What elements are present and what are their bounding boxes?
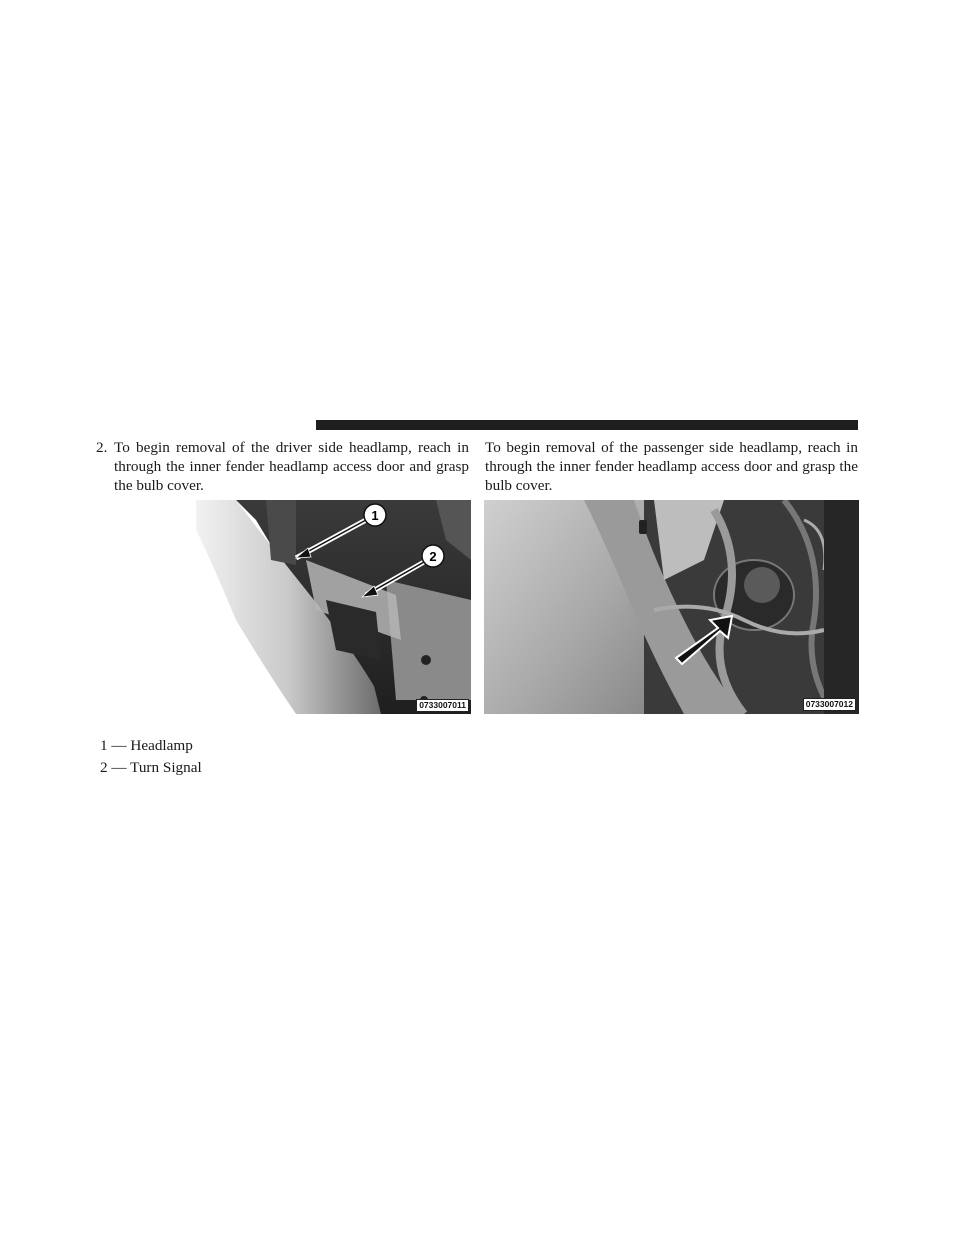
passenger-side-illustration <box>484 500 859 714</box>
legend-item-turn-signal: 2 — Turn Signal <box>100 759 202 776</box>
driver-side-illustration <box>196 500 471 714</box>
step-text: To begin removal of the driver side headlamp, reach in through the inner fender headlamp access door and grasp the bulb cover. <box>114 439 469 494</box>
figure-code: 0733007011 <box>416 699 469 712</box>
callout-1-label: 1 <box>371 508 379 523</box>
header-bar <box>316 420 858 430</box>
driver-side-figure <box>196 500 471 714</box>
figure-code: 0733007012 <box>803 698 856 711</box>
passenger-side-figure <box>484 500 859 714</box>
passenger-side-paragraph: To begin removal of the passenger side headlamp, reach in through the inner fender headlamp access door and grasp the bulb cover. <box>485 439 858 494</box>
callout-2-label: 2 <box>429 549 437 564</box>
legend-item-headlamp: 1 — Headlamp <box>100 737 193 754</box>
step-number: 2. <box>96 439 108 456</box>
step-paragraph <box>96 438 469 495</box>
